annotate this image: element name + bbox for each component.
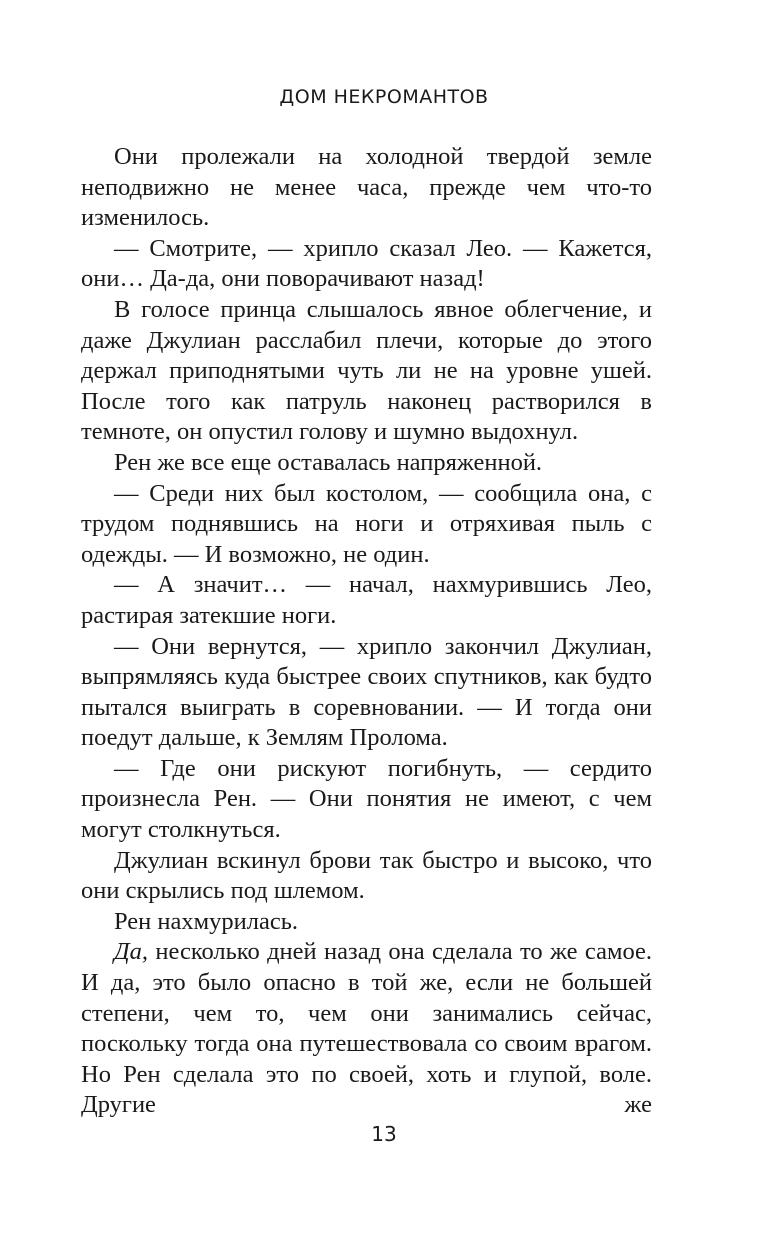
paragraph-7: — Они вернутся, — хрипло закончил Джулиан, выпрямляясь куда быстрее своих спутников, как будто пытался выиграть в соревновании. — И тогда они поедут дальше, к Землям Пролома. [81,632,652,752]
paragraph-11-text: несколько дней назад она сделала то же самое. И да, это было опасно в той же, если не большей степени, чем то, чем они занимались сейчас, поскольку тогда она путешествовала со своим врагом. Но Рен сделала это по своей, хоть и глупой, воле. Другие же [81,938,652,1119]
body-text [81,142,652,1121]
page-number: 13 [371,1122,397,1146]
paragraph-11 [81,937,652,1121]
paragraph-8: — Где они рискуют погибнуть, — сердито произнесла Рен. — Они понятия не имеют, с чем могут столкнуться. [81,754,652,844]
paragraph-2: — Смотрите, — хрипло сказал Лео. — Кажется, они… Да-да, они поворачивают назад! [81,234,652,293]
paragraph-4: Рен же все еще оставалась напряженной. [114,448,543,476]
paragraph-6: — А значит… — начал, нахмурившись Лео, растирая затекшие ноги. [81,571,652,629]
paragraph-9: Джулиан вскинул брови так быстро и высоко, что они скрылись под шлемом. [81,846,652,905]
paragraph-5: — Среди них был костолом, — сообщила она, с трудом поднявшись на ноги и отряхивая пыль с одежды. — И возможно, не один. [81,479,652,568]
italic-lead-word: Да, [114,938,148,966]
paragraph-1: Они пролежали на холодной твердой земле неподвижно не менее часа, прежде чем что-то изменилось. [81,143,652,232]
paragraph-3: В голосе принца слышалось явное облегчение, и даже Джулиан расслабил плечи, которые до этого держал приподнятыми чуть ли не на уровне ушей. После того как патруль наконец растворился в темноте, он опустил голову и шумно выдохнул. [81,295,652,446]
paragraph-10: Рен нахмурилась. [114,907,299,935]
running-header-title: ДОМ НЕКРОМАНТОВ [279,86,489,108]
